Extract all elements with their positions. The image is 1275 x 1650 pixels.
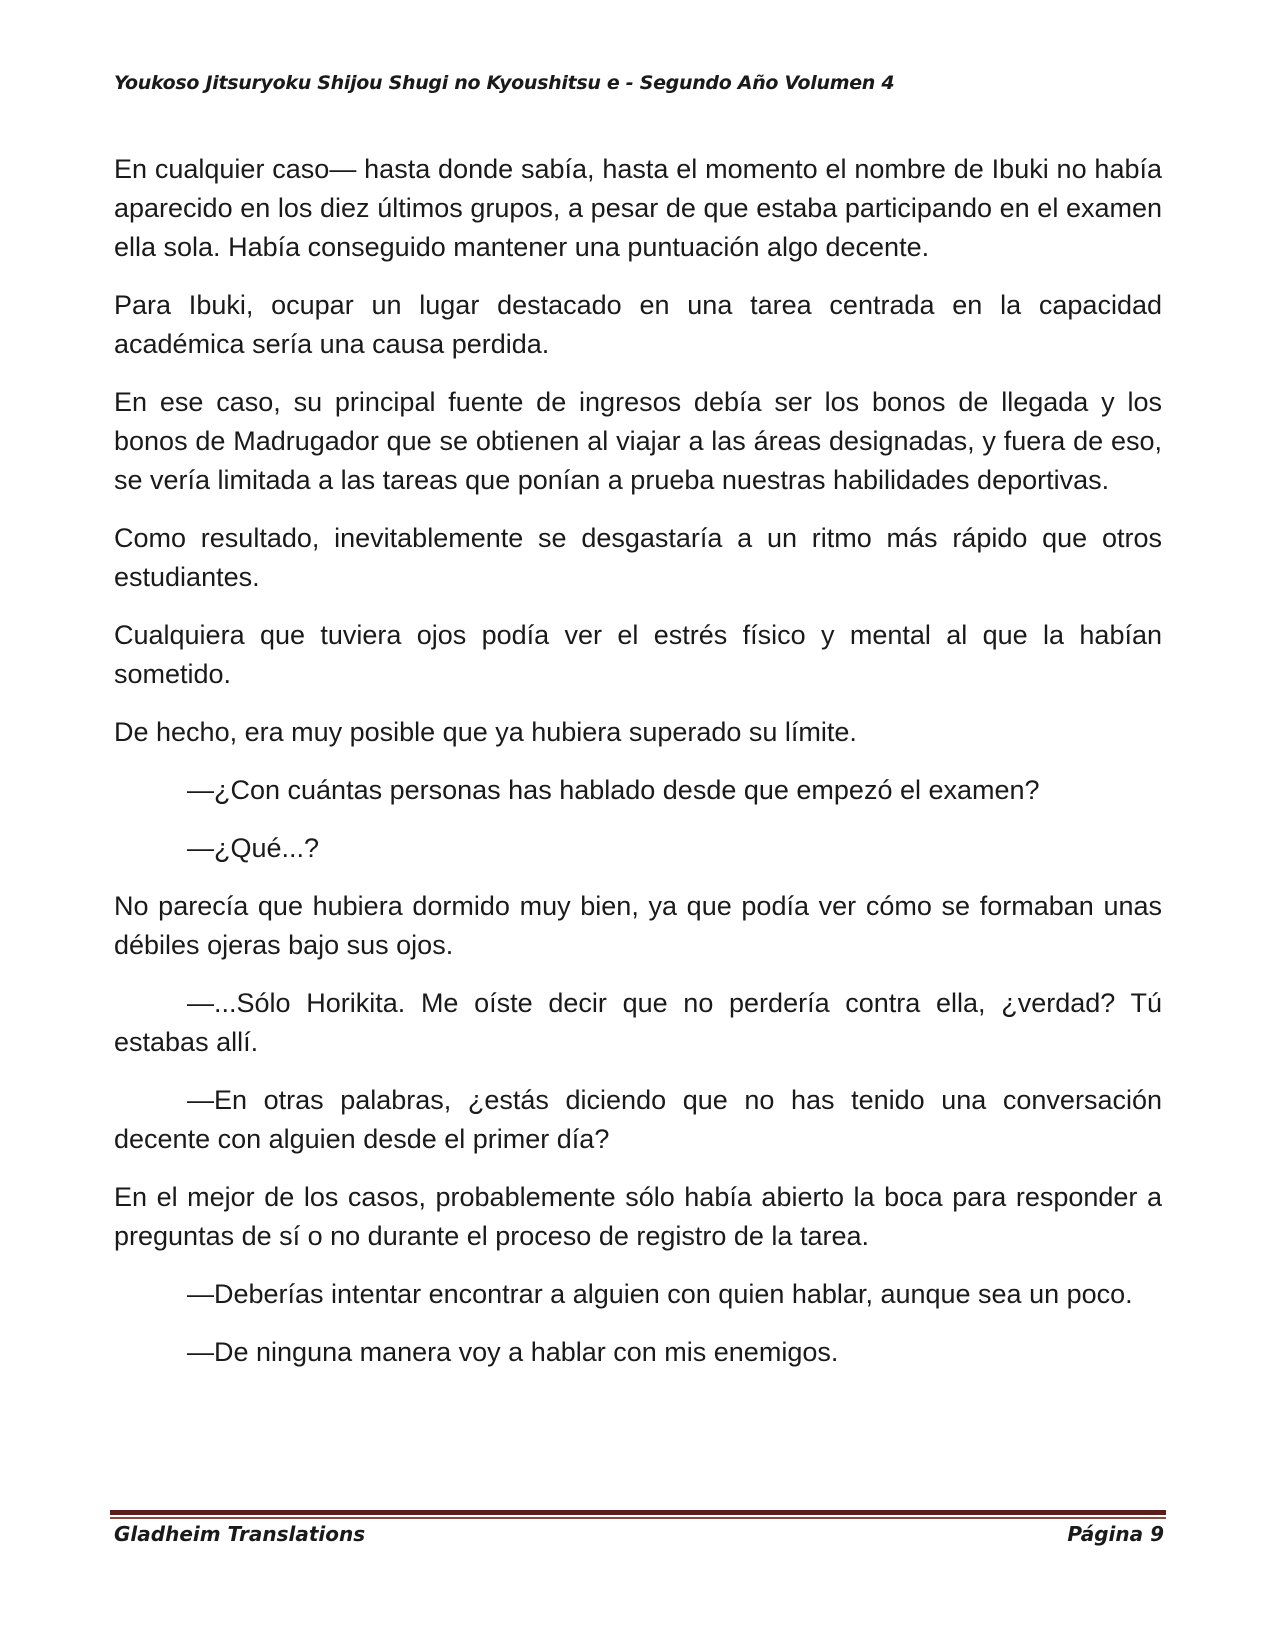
paragraph: En cualquier caso— hasta donde sabía, hasta el momento el nombre de Ibuki no había aparecido en los diez últimos grupos, a pesar de que estaba participando en el examen ella sola. Había conseguido mantener una puntuación algo decente. <box>114 154 1162 262</box>
dialogue-line: —¿Con cuántas personas has hablado desde que empezó el examen? <box>187 775 1040 805</box>
paragraph: Para Ibuki, ocupar un lugar destacado en una tarea centrada en la capacidad académica sería una causa perdida. <box>114 290 1162 359</box>
dialogue-line: —En otras palabras, ¿estás diciendo que no has tenido una conversación decente con alguien desde el primer día? <box>114 1085 1162 1154</box>
dialogue-line: —¿Qué...? <box>187 833 320 863</box>
paragraph: Como resultado, inevitablemente se desgastaría a un ritmo más rápido que otros estudiantes. <box>114 523 1162 592</box>
dialogue-line: —...Sólo Horikita. Me oíste decir que no perdería contra ella, ¿verdad? Tú estabas allí. <box>114 988 1162 1057</box>
paragraph: Cualquiera que tuviera ojos podía ver el estrés físico y mental al que la habían sometido. <box>114 620 1162 689</box>
dialogue-line: —Deberías intentar encontrar a alguien con quien hablar, aunque sea un poco. <box>187 1279 1133 1309</box>
dialogue-line: —De ninguna manera voy a hablar con mis enemigos. <box>187 1337 839 1367</box>
page-number: Página 9 <box>1067 1522 1164 1546</box>
paragraph: En el mejor de los casos, probablemente sólo había abierto la boca para responder a preguntas de sí o no durante el proceso de registro de la tarea. <box>114 1182 1162 1251</box>
paragraph: No parecía que hubiera dormido muy bien, ya que podía ver cómo se formaban unas débiles ojeras bajo sus ojos. <box>114 891 1162 960</box>
footer-divider <box>110 1510 1166 1519</box>
page-header: Youkoso Jitsuryoku Shijou Shugi no Kyoushitsu e - Segundo Año Volumen 4 <box>114 72 895 94</box>
footer-credit: Gladheim Translations <box>114 1522 366 1546</box>
paragraph: De hecho, era muy posible que ya hubiera superado su límite. <box>114 717 857 747</box>
paragraph: En ese caso, su principal fuente de ingresos debía ser los bonos de llegada y los bonos de Madrugador que se obtienen al viajar a las áreas designadas, y fuera de eso, se vería limitada a las tareas que ponían a prueba nuestras habilidades deportivas. <box>114 387 1162 495</box>
body-text <box>114 150 1162 1391</box>
page-footer <box>114 1522 1164 1546</box>
